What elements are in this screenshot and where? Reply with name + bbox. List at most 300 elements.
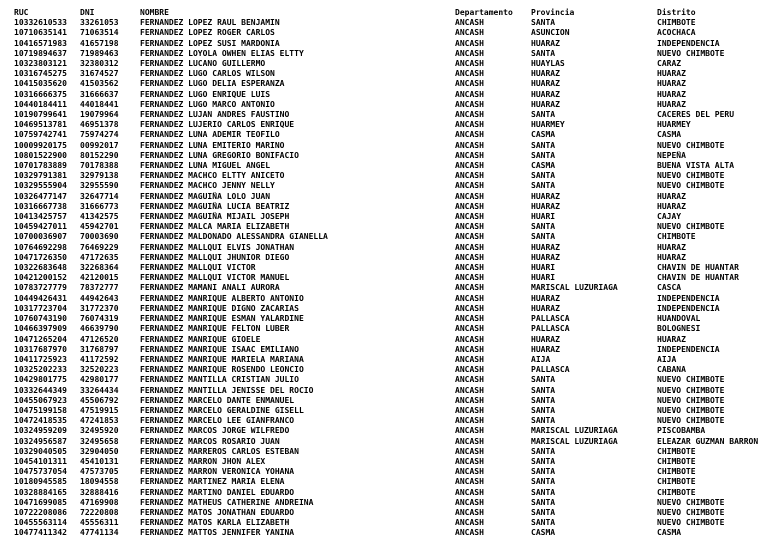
table-row	[14, 18, 768, 28]
cell-provincia: SANTA	[531, 232, 556, 242]
cell-departamento: ANCASH	[455, 212, 484, 222]
cell-nombre: FERNANDEZ MALCA MARIA ELIZABETH	[140, 222, 290, 232]
cell-nombre: FERNANDEZ MARCOS ROSARIO JUAN	[140, 436, 280, 446]
cell-departamento: ANCASH	[455, 150, 484, 160]
table-row	[14, 243, 768, 253]
table-row	[14, 518, 768, 528]
cell-dni: 46639790	[80, 324, 119, 334]
cell-ruc: 10329040505	[14, 446, 67, 456]
table-row	[14, 437, 768, 447]
cell-distrito: CASMA	[657, 130, 682, 140]
cell-dni: 45556311	[80, 518, 119, 528]
cell-distrito: NUEVO CHIMBOTE	[657, 497, 725, 507]
cell-distrito: CHIMBOTE	[657, 232, 696, 242]
table-row	[14, 100, 768, 110]
cell-provincia: SANTA	[531, 446, 556, 456]
cell-distrito: INDEPENDENCIA	[657, 293, 720, 303]
cell-dni: 32979138	[80, 171, 119, 181]
cell-ruc: 10440184411	[14, 99, 67, 109]
cell-departamento: ANCASH	[455, 518, 484, 528]
cell-distrito: HUARAZ	[657, 191, 686, 201]
cell-nombre: FERNANDEZ LUNA GREGORIO BONIFACIO	[140, 150, 299, 160]
cell-provincia: HUARAZ	[531, 99, 560, 109]
cell-nombre: FERNANDEZ MARTINO DANIEL EDUARDO	[140, 487, 295, 497]
table-row	[14, 416, 768, 426]
cell-ruc: 10322683648	[14, 263, 67, 273]
table-row	[14, 222, 768, 232]
cell-ruc: 10472418535	[14, 416, 67, 426]
cell-distrito: CHIMBOTE	[657, 487, 696, 497]
cell-provincia: HUARI	[531, 212, 556, 222]
cell-nombre: FERNANDEZ MATOS KARLA ELIZABETH	[140, 518, 290, 528]
cell-dni: 47126520	[80, 334, 119, 344]
cell-distrito: HUARAZ	[657, 89, 686, 99]
cell-nombre: FERNANDEZ MANRIQUE ROSENDO LEONCIO	[140, 365, 304, 375]
cell-departamento: ANCASH	[455, 222, 484, 232]
cell-departamento: ANCASH	[455, 283, 484, 293]
cell-departamento: ANCASH	[455, 38, 484, 48]
cell-departamento: ANCASH	[455, 395, 484, 405]
cell-departamento: ANCASH	[455, 48, 484, 58]
cell-distrito: HUARAZ	[657, 99, 686, 109]
cell-provincia: PALLASCA	[531, 324, 570, 334]
cell-dni: 45506792	[80, 395, 119, 405]
cell-departamento: ANCASH	[455, 528, 484, 538]
cell-ruc: 10471265204	[14, 334, 67, 344]
table-row	[14, 79, 768, 89]
cell-nombre: FERNANDEZ MACHCO ELTTY ANICETO	[140, 171, 285, 181]
cell-departamento: ANCASH	[455, 365, 484, 375]
cell-provincia: SANTA	[531, 518, 556, 528]
cell-ruc: 10454101311	[14, 456, 67, 466]
cell-distrito: INDEPENDENCIA	[657, 38, 720, 48]
cell-ruc: 10759742741	[14, 130, 67, 140]
cell-departamento: ANCASH	[455, 436, 484, 446]
cell-nombre: FERNANDEZ MAGUIÑA MIJAIL JOSEPH	[140, 212, 290, 222]
cell-nombre: FERNANDEZ LOPEZ SUSI MARDONIA	[140, 38, 280, 48]
cell-nombre: FERNANDEZ MATHEUS CATHERINE ANDREINA	[140, 497, 314, 507]
cell-dni: 44942643	[80, 293, 119, 303]
cell-provincia: HUARAZ	[531, 69, 560, 79]
cell-ruc: 10332644349	[14, 385, 67, 395]
table-row	[14, 181, 768, 191]
cell-provincia: SANTA	[531, 181, 556, 191]
table-row	[14, 273, 768, 283]
cell-provincia: SANTA	[531, 385, 556, 395]
cell-ruc: 10471726350	[14, 252, 67, 262]
cell-distrito: NUEVO CHIMBOTE	[657, 405, 725, 415]
cell-provincia: CASMA	[531, 161, 556, 171]
table-row	[14, 69, 768, 79]
cell-dni: 70003690	[80, 232, 119, 242]
cell-departamento: ANCASH	[455, 140, 484, 150]
cell-distrito: BOLOGNESI	[657, 324, 701, 334]
cell-provincia: SANTA	[531, 140, 556, 150]
cell-distrito: INDEPENDENCIA	[657, 344, 720, 354]
cell-dni: 76074319	[80, 314, 119, 324]
cell-ruc: 10459427011	[14, 222, 67, 232]
cell-nombre: FERNANDEZ LUCANO GUILLERMO	[140, 59, 266, 69]
cell-provincia: HUARAZ	[531, 242, 560, 252]
cell-dni: 32495920	[80, 426, 119, 436]
cell-nombre: FERNANDEZ MARCELO LEE GIANFRANCO	[140, 416, 295, 426]
table-row	[14, 90, 768, 100]
cell-provincia: SANTA	[531, 507, 556, 517]
cell-dni: 76469229	[80, 242, 119, 252]
table-row	[14, 161, 768, 171]
cell-departamento: ANCASH	[455, 28, 484, 38]
column-header-distrito: Distrito	[657, 8, 696, 17]
cell-distrito: HUARAZ	[657, 201, 686, 211]
cell-ruc: 10475199158	[14, 405, 67, 415]
cell-departamento: ANCASH	[455, 446, 484, 456]
cell-ruc: 10416571983	[14, 38, 67, 48]
cell-dni: 32904050	[80, 446, 119, 456]
cell-distrito: CASMA	[657, 528, 682, 538]
table-row	[14, 375, 768, 385]
cell-nombre: FERNANDEZ MANRIQUE ESMAN YALARDINE	[140, 314, 304, 324]
cell-nombre: FERNANDEZ MANTILLA CRISTIAN JULIO	[140, 375, 299, 385]
cell-distrito: CHIMBOTE	[657, 456, 696, 466]
cell-distrito: PISCOBAMBA	[657, 426, 706, 436]
cell-ruc: 10471699085	[14, 497, 67, 507]
data-table	[14, 8, 768, 539]
cell-dni: 32380312	[80, 59, 119, 69]
cell-ruc: 10329791381	[14, 171, 67, 181]
cell-distrito: NUEVO CHIMBOTE	[657, 518, 725, 528]
cell-departamento: ANCASH	[455, 303, 484, 313]
cell-provincia: MARISCAL LUZURIAGA	[531, 436, 618, 446]
cell-nombre: FERNANDEZ MANRIQUE GIOELE	[140, 334, 261, 344]
cell-dni: 41657198	[80, 38, 119, 48]
cell-distrito: CACERES DEL PERU	[657, 110, 735, 120]
table-row	[14, 192, 768, 202]
cell-ruc: 10801522900	[14, 150, 67, 160]
cell-ruc: 10764692298	[14, 242, 67, 252]
cell-departamento: ANCASH	[455, 130, 484, 140]
cell-nombre: FERNANDEZ MATOS JONATHAN EDUARDO	[140, 507, 295, 517]
cell-departamento: ANCASH	[455, 467, 484, 477]
cell-ruc: 10455563114	[14, 518, 67, 528]
cell-departamento: ANCASH	[455, 324, 484, 334]
cell-nombre: FERNANDEZ MARCELO GERALDINE GISELL	[140, 405, 304, 415]
cell-provincia: SANTA	[531, 171, 556, 181]
cell-provincia: PALLASCA	[531, 314, 570, 324]
cell-dni: 31674527	[80, 69, 119, 79]
cell-dni: 18094558	[80, 477, 119, 487]
cell-distrito: HUARMEY	[657, 120, 691, 130]
cell-distrito: ELEAZAR GUZMAN BARRON	[657, 436, 759, 446]
cell-dni: 31768797	[80, 344, 119, 354]
cell-provincia: SANTA	[531, 395, 556, 405]
cell-distrito: CHAVIN DE HUANTAR	[657, 263, 739, 273]
cell-nombre: FERNANDEZ MALLQUI VICTOR MANUEL	[140, 273, 290, 283]
cell-provincia: SANTA	[531, 222, 556, 232]
column-header-departamento: Departamento	[455, 8, 513, 17]
cell-ruc: 10421200152	[14, 273, 67, 283]
cell-distrito: NUEVO CHIMBOTE	[657, 385, 725, 395]
cell-provincia: SANTA	[531, 456, 556, 466]
table-row	[14, 212, 768, 222]
cell-departamento: ANCASH	[455, 354, 484, 364]
cell-distrito: BUENA VISTA ALTA	[657, 161, 735, 171]
table-row	[14, 232, 768, 242]
table-row	[14, 477, 768, 487]
cell-ruc: 10710635141	[14, 28, 67, 38]
cell-departamento: ANCASH	[455, 487, 484, 497]
cell-ruc: 10316666375	[14, 89, 67, 99]
cell-ruc: 10326477147	[14, 191, 67, 201]
cell-departamento: ANCASH	[455, 99, 484, 109]
cell-nombre: FERNANDEZ LUGO DELIA ESPERANZA	[140, 79, 285, 89]
cell-provincia: SANTA	[531, 110, 556, 120]
table-row	[14, 365, 768, 375]
cell-ruc: 10466397909	[14, 324, 67, 334]
cell-distrito: HUARAZ	[657, 334, 686, 344]
cell-dni: 80152290	[80, 150, 119, 160]
cell-departamento: ANCASH	[455, 426, 484, 436]
cell-departamento: ANCASH	[455, 263, 484, 273]
cell-departamento: ANCASH	[455, 181, 484, 191]
cell-departamento: ANCASH	[455, 497, 484, 507]
table-row	[14, 314, 768, 324]
cell-nombre: FERNANDEZ LOPEZ RAUL BENJAMIN	[140, 18, 280, 28]
cell-distrito: AIJA	[657, 354, 677, 364]
cell-provincia: AIJA	[531, 354, 551, 364]
cell-nombre: FERNANDEZ MANRIQUE ALBERTO ANTONIO	[140, 293, 304, 303]
cell-nombre: FERNANDEZ MARCOS JORGE WILFREDO	[140, 426, 290, 436]
cell-nombre: FERNANDEZ LUNA EMITERIO MARINO	[140, 140, 285, 150]
cell-distrito: INDEPENDENCIA	[657, 303, 720, 313]
cell-ruc: 10332610533	[14, 18, 67, 28]
cell-dni: 42980177	[80, 375, 119, 385]
cell-provincia: HUARI	[531, 273, 556, 283]
cell-nombre: FERNANDEZ MARRON JHON ALEX	[140, 456, 266, 466]
cell-departamento: ANCASH	[455, 344, 484, 354]
cell-dni: 47573705	[80, 467, 119, 477]
cell-departamento: ANCASH	[455, 456, 484, 466]
cell-nombre: FERNANDEZ LUGO ENRIQUE LUIS	[140, 89, 271, 99]
cell-distrito: ACOCHACA	[657, 28, 696, 38]
cell-provincia: HUARAZ	[531, 191, 560, 201]
cell-distrito: CAJAY	[657, 212, 682, 222]
cell-dni: 44018441	[80, 99, 119, 109]
cell-provincia: SANTA	[531, 487, 556, 497]
cell-distrito: NEPEÑA	[657, 150, 686, 160]
cell-provincia: HUARAZ	[531, 293, 560, 303]
table-row	[14, 39, 768, 49]
cell-provincia: SANTA	[531, 18, 556, 28]
cell-provincia: HUARAZ	[531, 252, 560, 262]
cell-departamento: ANCASH	[455, 477, 484, 487]
table-row	[14, 263, 768, 273]
cell-distrito: HUARAZ	[657, 242, 686, 252]
table-row	[14, 49, 768, 59]
cell-nombre: FERNANDEZ MARRON VERONICA YOHANA	[140, 467, 295, 477]
cell-departamento: ANCASH	[455, 405, 484, 415]
table-row	[14, 120, 768, 130]
cell-departamento: ANCASH	[455, 385, 484, 395]
cell-provincia: HUARAZ	[531, 38, 560, 48]
table-row	[14, 396, 768, 406]
cell-dni: 71989463	[80, 48, 119, 58]
cell-nombre: FERNANDEZ MALLQUI JHUNIOR DIEGO	[140, 252, 290, 262]
cell-dni: 31772370	[80, 303, 119, 313]
cell-nombre: FERNANDEZ LUNA ADEMIR TEOFILO	[140, 130, 280, 140]
cell-dni: 41503562	[80, 79, 119, 89]
cell-dni: 41172592	[80, 354, 119, 364]
column-header-nombre: NOMBRE	[140, 8, 169, 17]
cell-provincia: HUAYLAS	[531, 59, 565, 69]
cell-nombre: FERNANDEZ LUGO MARCO ANTONIO	[140, 99, 275, 109]
cell-ruc: 10009920175	[14, 140, 67, 150]
cell-departamento: ANCASH	[455, 110, 484, 120]
table-row	[14, 253, 768, 263]
cell-nombre: FERNANDEZ LOPEZ ROGER CARLOS	[140, 28, 275, 38]
cell-provincia: ASUNCION	[531, 28, 570, 38]
cell-distrito: NUEVO CHIMBOTE	[657, 375, 725, 385]
cell-provincia: MARISCAL LUZURIAGA	[531, 283, 618, 293]
cell-distrito: NUEVO CHIMBOTE	[657, 416, 725, 426]
cell-nombre: FERNANDEZ MANRIQUE MARIELA MARIANA	[140, 354, 304, 364]
cell-distrito: CHIMBOTE	[657, 446, 696, 456]
table-header-row	[14, 8, 768, 18]
cell-nombre: FERNANDEZ MATTOS JENNIFER YANINA	[140, 528, 295, 538]
cell-nombre: FERNANDEZ MALLQUI ELVIS JONATHAN	[140, 242, 295, 252]
cell-provincia: SANTA	[531, 497, 556, 507]
cell-nombre: FERNANDEZ LUJAN ANDRES FAUSTINO	[140, 110, 290, 120]
cell-provincia: MARISCAL LUZURIAGA	[531, 426, 618, 436]
cell-dni: 71063514	[80, 28, 119, 38]
cell-ruc: 10415035620	[14, 79, 67, 89]
cell-departamento: ANCASH	[455, 79, 484, 89]
cell-ruc: 10719894637	[14, 48, 67, 58]
cell-provincia: CASMA	[531, 130, 556, 140]
cell-dni: 47741134	[80, 528, 119, 538]
cell-dni: 33264434	[80, 385, 119, 395]
table-row	[14, 335, 768, 345]
column-header-dni: DNI	[80, 8, 95, 17]
table-row	[14, 59, 768, 69]
cell-dni: 75974274	[80, 130, 119, 140]
cell-dni: 32520223	[80, 365, 119, 375]
cell-departamento: ANCASH	[455, 171, 484, 181]
cell-provincia: HUARAZ	[531, 89, 560, 99]
cell-dni: 47169908	[80, 497, 119, 507]
cell-distrito: CHIMBOTE	[657, 477, 696, 487]
cell-dni: 46951378	[80, 120, 119, 130]
cell-dni: 32955590	[80, 181, 119, 191]
cell-departamento: ANCASH	[455, 232, 484, 242]
cell-dni: 78372777	[80, 283, 119, 293]
cell-dni: 72220808	[80, 507, 119, 517]
cell-dni: 32268364	[80, 263, 119, 273]
cell-distrito: NUEVO CHIMBOTE	[657, 48, 725, 58]
cell-ruc: 10411725923	[14, 354, 67, 364]
cell-departamento: ANCASH	[455, 18, 484, 28]
cell-dni: 19079964	[80, 110, 119, 120]
cell-provincia: CASMA	[531, 528, 556, 538]
cell-ruc: 10783727779	[14, 283, 67, 293]
cell-ruc: 10180945585	[14, 477, 67, 487]
cell-distrito: CARAZ	[657, 59, 682, 69]
cell-departamento: ANCASH	[455, 161, 484, 171]
cell-departamento: ANCASH	[455, 242, 484, 252]
table-row	[14, 202, 768, 212]
cell-nombre: FERNANDEZ LUJERIO CARLOS ENRIQUE	[140, 120, 295, 130]
cell-distrito: HUARAZ	[657, 69, 686, 79]
cell-dni: 32647714	[80, 191, 119, 201]
cell-distrito: NUEVO CHIMBOTE	[657, 222, 725, 232]
cell-ruc: 10316745275	[14, 69, 67, 79]
cell-departamento: ANCASH	[455, 191, 484, 201]
cell-ruc: 10477411342	[14, 528, 67, 538]
cell-ruc: 10317723704	[14, 303, 67, 313]
table-row	[14, 355, 768, 365]
cell-distrito: CHIMBOTE	[657, 467, 696, 477]
cell-ruc: 10328884165	[14, 487, 67, 497]
cell-ruc: 10324956587	[14, 436, 67, 446]
cell-provincia: HUARAZ	[531, 344, 560, 354]
cell-provincia: HUARI	[531, 263, 556, 273]
cell-departamento: ANCASH	[455, 334, 484, 344]
cell-ruc: 10700036907	[14, 232, 67, 242]
table-row	[14, 345, 768, 355]
cell-dni: 47172635	[80, 252, 119, 262]
cell-nombre: FERNANDEZ LOYOLA OWHEN ELIAS ELTTY	[140, 48, 304, 58]
cell-departamento: ANCASH	[455, 375, 484, 385]
table-row	[14, 283, 768, 293]
column-header-provincia: Provincia	[531, 8, 575, 17]
cell-dni: 33261053	[80, 18, 119, 28]
table-row	[14, 130, 768, 140]
cell-distrito: CABANA	[657, 365, 686, 375]
table-row	[14, 110, 768, 120]
cell-provincia: SANTA	[531, 405, 556, 415]
cell-departamento: ANCASH	[455, 59, 484, 69]
cell-nombre: FERNANDEZ MARTINEZ MARIA ELENA	[140, 477, 285, 487]
cell-distrito: HUARAZ	[657, 252, 686, 262]
table-row	[14, 488, 768, 498]
cell-provincia: SANTA	[531, 150, 556, 160]
cell-departamento: ANCASH	[455, 252, 484, 262]
cell-dni: 47241853	[80, 416, 119, 426]
cell-departamento: ANCASH	[455, 69, 484, 79]
cell-ruc: 10329555904	[14, 181, 67, 191]
cell-distrito: NUEVO CHIMBOTE	[657, 140, 725, 150]
cell-ruc: 10701783889	[14, 161, 67, 171]
table-row	[14, 294, 768, 304]
cell-nombre: FERNANDEZ LUNA MIGUEL ANGEL	[140, 161, 271, 171]
table-row	[14, 447, 768, 457]
cell-provincia: PALLASCA	[531, 365, 570, 375]
cell-dni: 42120015	[80, 273, 119, 283]
cell-nombre: FERNANDEZ MANRIQUE FELTON LUBER	[140, 324, 290, 334]
cell-departamento: ANCASH	[455, 273, 484, 283]
cell-dni: 45942701	[80, 222, 119, 232]
cell-distrito: NUEVO CHIMBOTE	[657, 507, 725, 517]
cell-provincia: HUARAZ	[531, 303, 560, 313]
cell-ruc: 10190799641	[14, 110, 67, 120]
table-row	[14, 528, 768, 538]
table-row	[14, 324, 768, 334]
table-row	[14, 171, 768, 181]
cell-nombre: FERNANDEZ MARCELO DANTE ENMANUEL	[140, 395, 295, 405]
table-row	[14, 386, 768, 396]
table-row	[14, 141, 768, 151]
cell-dni: 31666637	[80, 89, 119, 99]
table-row	[14, 28, 768, 38]
